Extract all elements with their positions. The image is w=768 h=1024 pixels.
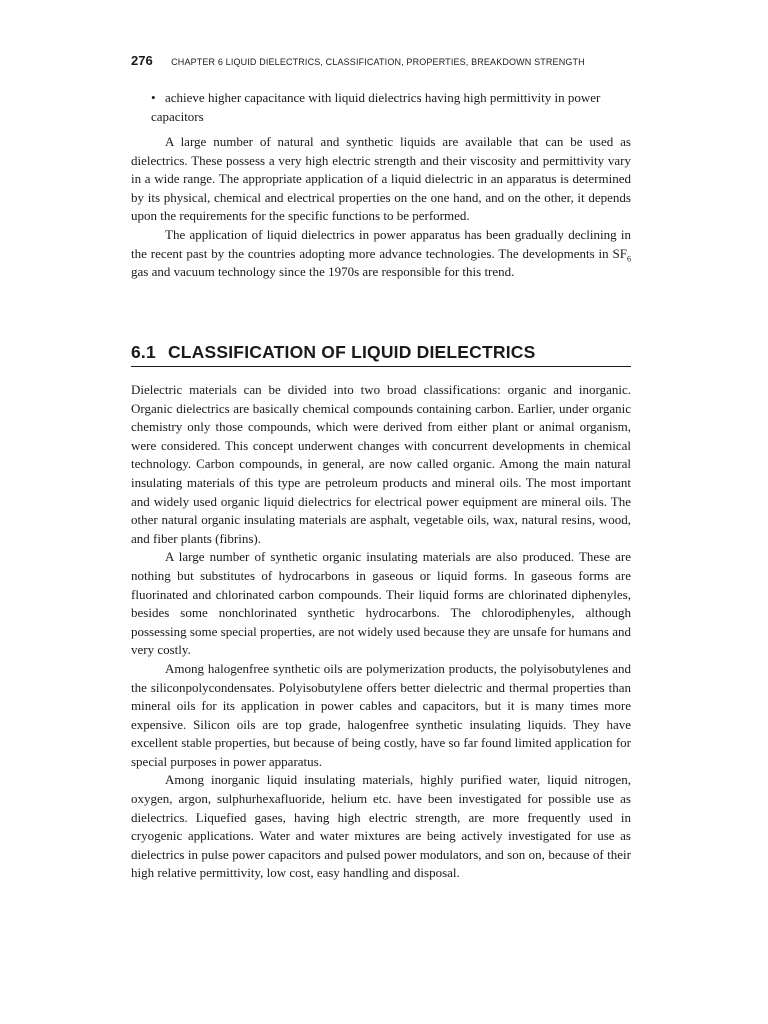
paragraph: A large number of synthetic organic insulating materials are also produced. These are nothing but substitutes of hydrocarbons in gaseous or liquid forms. In gaseous forms are fluorinated and chlorinated carbon compounds. Their liquid forms are chlorinated diphenyles, besides some nonchlorinated synthetic hydrocarbons. The chlorodiphenyles, although possessing some special properties, are not widely used because they are unsafe for humans and very costly. — [131, 549, 631, 658]
paragraph: A large number of natural and synthetic liquids are available that can be used as dielectrics. These possess a very high electric strength and their viscosity and permittivity vary in a wide range. The appropriate application of a liquid dielectric in an apparatus is determined by its physical, chemical and electrical properties on the one hand, and on the other, it depends upon the requirements for the specific functions to be performed. — [131, 134, 631, 224]
subscript: 6 — [627, 254, 631, 264]
running-header — [131, 52, 631, 70]
section-body — [131, 381, 631, 883]
section-heading — [131, 342, 631, 367]
section-number: 6.1 — [131, 342, 156, 362]
paragraph: Dielectric materials can be divided into two broad classifications: organic and inorganic. Organic dielectrics are basically chemical compounds containing carbon. Earlier, under organic chemistry only those compounds, which were derived from either plant or animal organism, were considered. This concept underwent changes with concurrent developments in chemical technology. Carbon compounds, in general, are now called organic. Among the main natural insulating materials of this type are petroleum products and mineral oils. The most important and widely used organic liquid dielectrics for electrical power equipment are mineral oils. The other natural organic insulating materials are asphalt, vegetable oils, wax, natural resins, wood, and fiber plants (fibrins). — [131, 382, 631, 546]
bullet-mark: • — [151, 90, 156, 105]
bullet-text: achieve higher capacitance with liquid dielectrics having high permittivity in power capacitors — [151, 90, 601, 124]
paragraph: Among inorganic liquid insulating materials, highly purified water, liquid nitrogen, oxygen, argon, sulphurhexafluoride, helium etc. have been investigated for possible use as dielectrics. Liquefied gases, having high electric strength, are more frequently used in cryogenic applications. Water and water mixtures are being actively investigated for use as dielectrics in pulse power capacitors and pulsed power modulators, and son on, because of their high relative permittivity, low cost, easy handling and disposal. — [131, 772, 631, 881]
bullet-item — [151, 89, 631, 126]
page-number: 276 — [131, 53, 153, 68]
paragraph — [131, 226, 631, 282]
paragraph-text: gas and vacuum technology since the 1970s are responsible for this trend. — [131, 264, 515, 280]
intro-paragraphs — [131, 133, 631, 282]
paragraph-text: The application of liquid dielectrics in power apparatus has been gradually declining in the recent past by the countries adopting more advance technologies. The developments in SF — [131, 226, 631, 261]
running-title: CHAPTER 6 LIQUID DIELECTRICS, CLASSIFICATION, PROPERTIES, BREAKDOWN STRENGTH — [171, 57, 585, 67]
paragraph: Among halogenfree synthetic oils are polymerization products, the polyisobutylenes and the siliconpolycondensates. Polyisobutylene offers better dielectric and thermal properties than mineral oils for its application in power cables and capacitors, but it is many times more expensive. Silicon oils are top grade, halogenfree synthetic insulating liquids. They have excellent stable properties, but because of being costly, have so far found limited application for special purposes in power apparatus. — [131, 660, 631, 769]
section-title: CLASSIFICATION OF LIQUID DIELECTRICS — [167, 342, 536, 362]
